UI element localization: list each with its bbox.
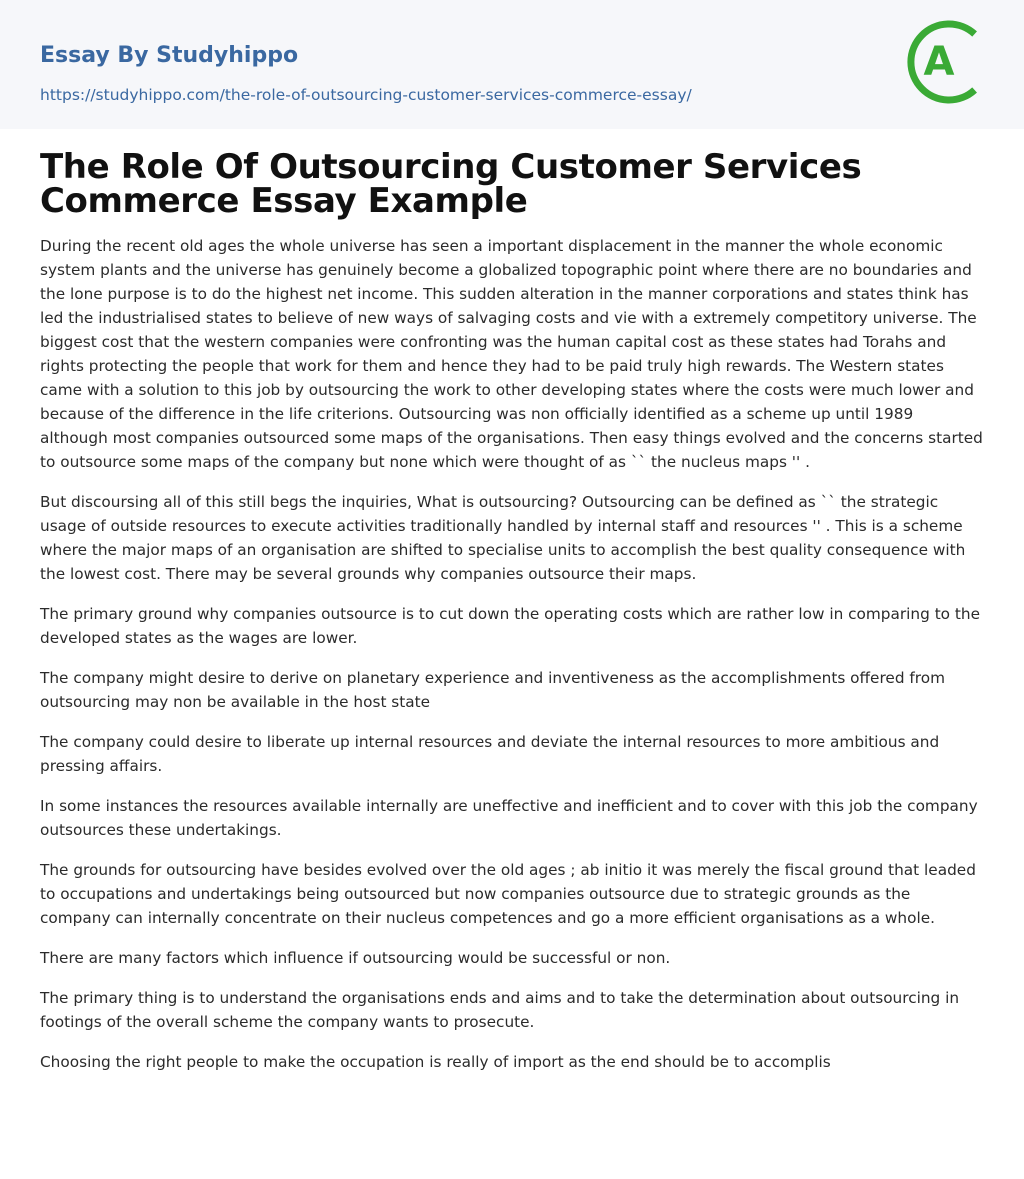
article-paragraph: In some instances the resources available internally are uneffective and inefficient and to cover with this job the company outsources these undertakings. [40,797,978,839]
article-paragraph: The company might desire to derive on planetary experience and inventiveness as the accomplishments offered from outsourcing may non be available in the host state [40,669,945,711]
article-paragraph: The primary ground why companies outsource is to cut down the operating costs which are rather low in comparing to the developed states as the wages are lower. [40,605,981,647]
article-paragraph: Choosing the right people to make the occupation is really of import as the end should be to accomplis [40,1053,831,1071]
source-url-link[interactable]: https://studyhippo.com/the-role-of-outsourcing-customer-services-commerce-essay/ [40,86,692,104]
logo-letter: A [923,39,955,85]
logo-svg [902,18,990,106]
article-paragraph: But discoursing all of this still begs the inquiries, What is outsourcing? Outsourcing can be defined as `` the strategic usage of outside resources to execute activities traditionally handled by internal staff and resources '' . This is a scheme where the major maps of an organisation are shifted to specialise units to accomplish the best quality consequence with the lowest cost. There may be several grounds why companies outsource their maps. [40,493,966,583]
article-paragraph: There are many factors which influence if outsourcing would be successful or non. [40,949,671,967]
article-paragraph: The grounds for outsourcing have besides evolved over the old ages ; ab initio it was merely the fiscal ground that leaded to occupations and undertakings being outsourced but now companies outsource due to strategic grounds as the company can internally concentrate on their nucleus competences and go a more efficient organisations as a whole. [40,861,976,927]
article-paragraph: The company could desire to liberate up internal resources and deviate the internal resources to more ambitious and pressing affairs. [40,733,940,775]
site-header [0,0,1024,129]
brand-title[interactable]: Essay By Studyhippo [40,43,299,68]
studyhippo-a-logo-icon[interactable] [902,18,990,106]
article-paragraph: The primary thing is to understand the organisations ends and aims and to take the determination about outsourcing in footings of the overall scheme the company wants to prosecute. [40,989,960,1031]
page-title: The Role Of Outsourcing Customer Services Commerce Essay Example [40,147,862,221]
article-body [40,234,985,1090]
article-paragraph: During the recent old ages the whole universe has seen a important displacement in the manner the whole economic system plants and the universe has genuinely become a globalized topographic point where there are no boundaries and the lone purpose is to do the highest net income. This sudden alteration in the manner corporations and states think has led the industrialised states to believe of new ways of salvaging costs and vie with a extremely competitory universe. The biggest cost that the western companies were confronting was the human capital cost as these states had Torahs and rights protecting the people that work for them and hence they had to be paid truly high rewards. The Western states came with a solution to this job by outsourcing the work to other developing states where the costs were much lower and because of the difference in the life criterions. Outsourcing was non officially identified as a scheme up until 1989 although most companies outsourced some maps of the organisations. Then easy things evolved and the concerns started to outsource some maps of the company but none which were thought of as `` the nucleus maps '' . [40,237,983,471]
